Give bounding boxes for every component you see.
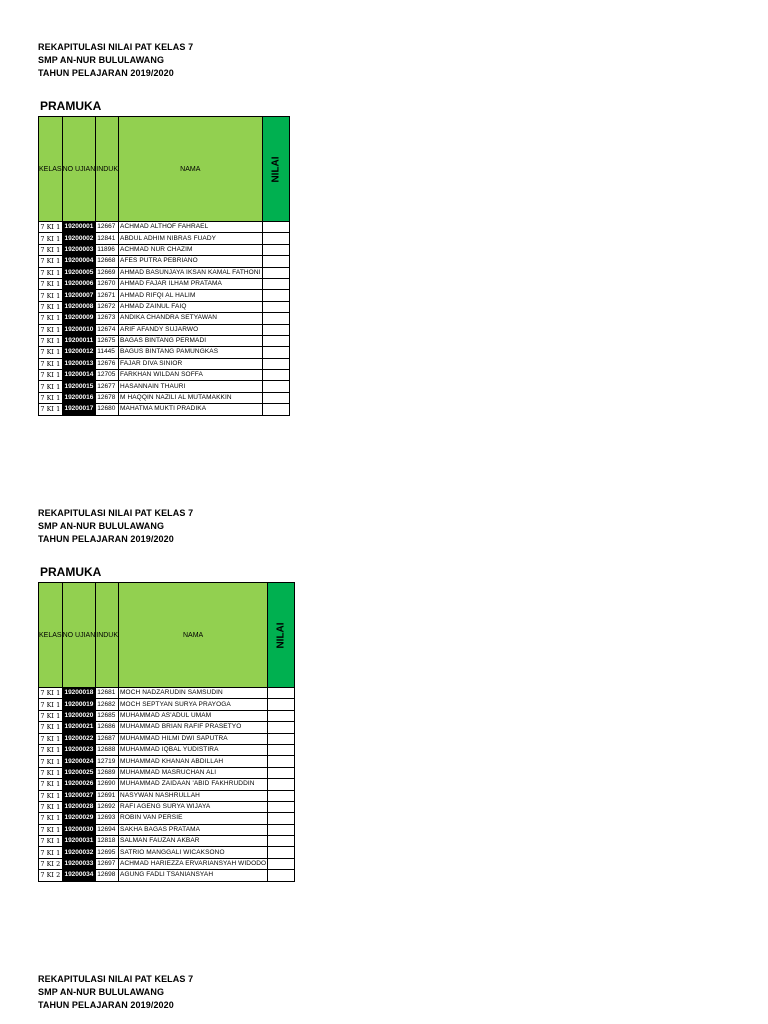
nama-cell: MOCH SEPTYAN SURYA PRAYOGA (119, 699, 268, 710)
nilai-cell[interactable] (262, 233, 289, 244)
nama-cell: MUHAMMAD HILMI DWI SAPUTRA (119, 733, 268, 744)
nama-cell: M HAQQIN NAZILI AL MUTAMAKKIN (119, 392, 263, 403)
kelas-cell: 7 KI 1 (40, 803, 61, 812)
nama-cell: AGUNG FADLI TSANIANSYAH (119, 870, 268, 881)
no-ujian-cell: 19200014 (62, 370, 96, 381)
nilai-cell[interactable] (268, 756, 295, 767)
kelas-cell: 7 KI 1 (40, 768, 61, 777)
induk-cell: 12685 (96, 710, 119, 721)
induk-cell: 12694 (96, 824, 119, 835)
nilai-cell[interactable] (262, 347, 289, 358)
nilai-cell[interactable] (262, 324, 289, 335)
induk-cell: 12667 (96, 222, 119, 233)
nama-cell: ACHMAD ALTHOF FAHRAEL (119, 222, 263, 233)
no-ujian-cell: 19200024 (62, 756, 96, 767)
nilai-cell[interactable] (268, 858, 295, 869)
col-induk-header: INDUK (96, 583, 119, 688)
nama-cell: NASYWAN NASHRULLAH (119, 790, 268, 801)
no-ujian-cell: 19200009 (62, 313, 96, 324)
nama-cell: MUHAMMAD KHANAN ABDILLAH (119, 756, 268, 767)
kelas-cell: 7 KI 1 (40, 291, 61, 300)
nama-cell: AFES PUTRA PEBRIANO (119, 256, 263, 267)
kelas-cell: 7 KI 1 (40, 348, 61, 357)
nama-cell: AHMAD ZAINUL FAIQ (119, 301, 263, 312)
nama-cell: SATRIO MANGGALI WICAKSONO (119, 847, 268, 858)
nilai-cell[interactable] (262, 370, 289, 381)
table-row (39, 244, 290, 255)
nilai-cell[interactable] (268, 847, 295, 858)
induk-cell: 12674 (96, 324, 119, 335)
induk-cell: 12688 (96, 744, 119, 755)
nilai-cell[interactable] (262, 335, 289, 346)
nilai-cell[interactable] (268, 744, 295, 755)
school-name: SMP AN-NUR BULULAWANG (38, 987, 165, 997)
table-row (39, 710, 295, 721)
no-ujian-cell: 19200016 (62, 392, 96, 403)
kelas-cell: 7 KI 1 (40, 394, 61, 403)
no-ujian-cell: 19200027 (62, 790, 96, 801)
induk-cell: 12673 (96, 313, 119, 324)
no-ujian-cell: 19200033 (62, 858, 96, 869)
nilai-cell[interactable] (268, 699, 295, 710)
induk-cell: 12670 (96, 278, 119, 289)
no-ujian-cell: 19200013 (62, 358, 96, 369)
table-row (39, 824, 295, 835)
induk-cell: 12668 (96, 256, 119, 267)
induk-cell: 12841 (96, 233, 119, 244)
grades-table-2 (38, 582, 295, 882)
nilai-cell[interactable] (268, 836, 295, 847)
no-ujian-cell: 19200019 (62, 699, 96, 710)
nilai-cell[interactable] (262, 278, 289, 289)
section-3 (38, 973, 193, 1012)
nilai-cell[interactable] (268, 870, 295, 881)
nama-cell: SALMAN FAUZAN AKBAR (119, 836, 268, 847)
nilai-cell[interactable] (268, 779, 295, 790)
nilai-cell[interactable] (268, 824, 295, 835)
col-nilai-header (262, 117, 289, 222)
kelas-cell: 7 KI 1 (40, 280, 61, 289)
no-ujian-cell: 19200011 (62, 335, 96, 346)
table-header-row (39, 117, 290, 222)
kelas-cell: 7 KI 1 (40, 689, 61, 698)
academic-year: TAHUN PELAJARAN 2019/2020 (38, 1000, 174, 1010)
induk-cell: 12690 (96, 779, 119, 790)
nama-cell: MUHAMMAD AS'ADUL UMAM (119, 710, 268, 721)
table-row (39, 733, 295, 744)
table-row (39, 347, 290, 358)
no-ujian-cell: 19200001 (62, 222, 96, 233)
table-row (39, 767, 295, 778)
nama-cell: ROBIN VAN PERSIE (119, 813, 268, 824)
no-ujian-cell: 19200031 (62, 836, 96, 847)
table-row (39, 870, 295, 881)
table-row (39, 278, 290, 289)
induk-cell: 12698 (96, 870, 119, 881)
kelas-cell: 7 KI 1 (40, 757, 61, 766)
nama-cell: HASANNAIN THAURI (119, 381, 263, 392)
table-row (39, 699, 295, 710)
no-ujian-cell: 19200023 (62, 744, 96, 755)
no-ujian-cell: 19200025 (62, 767, 96, 778)
no-ujian-cell: 19200003 (62, 244, 96, 255)
nama-cell: MUHAMMAD ZAIDAAN 'ABID FAKHRUDDIN (119, 779, 268, 790)
nama-cell: ARIF AFANDY SUJARWO (119, 324, 263, 335)
no-ujian-cell: 19200028 (62, 801, 96, 812)
nama-cell: ACHMAD NUR CHAZIM (119, 244, 263, 255)
kelas-cell: 7 KI 1 (40, 257, 61, 266)
induk-cell: 12682 (96, 699, 119, 710)
table-row (39, 358, 290, 369)
no-ujian-cell: 19200029 (62, 813, 96, 824)
nilai-cell[interactable] (268, 801, 295, 812)
nama-cell: FARKHAN WILDAN SOFFA (119, 370, 263, 381)
induk-cell: 11445 (96, 347, 119, 358)
induk-cell: 11896 (96, 244, 119, 255)
table-row (39, 256, 290, 267)
induk-cell: 12692 (96, 801, 119, 812)
nama-cell: FAJAR DIVA SINIOR (119, 358, 263, 369)
no-ujian-cell: 19200032 (62, 847, 96, 858)
induk-cell: 12680 (96, 404, 119, 415)
kelas-cell: 7 KI 2 (40, 860, 61, 869)
no-ujian-cell: 19200030 (62, 824, 96, 835)
col-induk-header: INDUK (96, 117, 119, 222)
table-row (39, 790, 295, 801)
nilai-label: NILAI (275, 621, 287, 649)
no-ujian-cell: 19200026 (62, 779, 96, 790)
induk-cell: 12671 (96, 290, 119, 301)
report-title: REKAPITULASI NILAI PAT KELAS 7 (38, 508, 194, 518)
nama-cell: AHMAD BASUNJAYA IKSAN KAMAL FATHONI (119, 267, 263, 278)
induk-cell: 12677 (96, 381, 119, 392)
induk-cell: 12676 (96, 358, 119, 369)
kelas-cell: 7 KI 1 (40, 700, 61, 709)
section-1 (38, 41, 282, 414)
nilai-cell[interactable] (262, 290, 289, 301)
nilai-cell[interactable] (268, 790, 295, 801)
nilai-cell[interactable] (268, 733, 295, 744)
nama-cell: MUHAMMAD BRIAN RAFIF PRASETYO (119, 722, 268, 733)
no-ujian-cell: 19200018 (62, 688, 96, 699)
table-row (39, 392, 290, 403)
kelas-cell: 7 KI 1 (40, 314, 61, 323)
no-ujian-cell: 19200021 (62, 722, 96, 733)
no-ujian-cell: 19200020 (62, 710, 96, 721)
nilai-cell[interactable] (268, 688, 295, 699)
induk-cell: 12681 (96, 688, 119, 699)
induk-cell: 12686 (96, 722, 119, 733)
nama-cell: MUHAMMAD MASRUCHAN ALI (119, 767, 268, 778)
section-2 (38, 507, 287, 880)
table-row (39, 370, 290, 381)
kelas-cell: 7 KI 1 (40, 268, 61, 277)
table-row (39, 233, 290, 244)
nilai-cell[interactable] (262, 392, 289, 403)
table-row (39, 301, 290, 312)
subject-title: PRAMUKA (40, 99, 102, 113)
nama-cell: ANDIKA CHANDRA SETYAWAN (119, 313, 263, 324)
nama-cell: AHMAD RIFQI AL HALIM (119, 290, 263, 301)
kelas-cell: 7 KI 1 (40, 302, 61, 311)
nama-cell: MUHAMMAD IQBAL YUDISTIRA (119, 744, 268, 755)
nama-cell: ACHMAD HARIEZZA ERVARIANSYAH WIDODO (119, 858, 268, 869)
induk-cell: 12705 (96, 370, 119, 381)
table-row (39, 267, 290, 278)
nilai-cell[interactable] (262, 222, 289, 233)
grades-table-1 (38, 116, 290, 416)
table-row (39, 744, 295, 755)
subject-title: PRAMUKA (40, 565, 102, 579)
col-no-ujian-header: NO UJIAN (62, 583, 96, 688)
nilai-cell[interactable] (268, 722, 295, 733)
col-kelas-header: KELAS (39, 583, 63, 688)
table-row (39, 313, 290, 324)
induk-cell: 12675 (96, 335, 119, 346)
kelas-cell: 7 KI 1 (40, 245, 61, 254)
kelas-cell: 7 KI 1 (40, 734, 61, 743)
kelas-cell: 7 KI 1 (40, 780, 61, 789)
no-ujian-cell: 19200006 (62, 278, 96, 289)
kelas-cell: 7 KI 1 (40, 746, 61, 755)
nilai-cell[interactable] (262, 244, 289, 255)
table-row (39, 779, 295, 790)
induk-cell: 12687 (96, 733, 119, 744)
induk-cell: 12719 (96, 756, 119, 767)
nama-cell: RAFI AGENG SURYA WIJAYA (119, 801, 268, 812)
col-no-ujian-header: NO UJIAN (62, 117, 96, 222)
table-row (39, 688, 295, 699)
nama-cell: MOCH NADZARUDIN SAMSUDIN (119, 688, 268, 699)
induk-cell: 12672 (96, 301, 119, 312)
table-row (39, 847, 295, 858)
report-title: REKAPITULASI NILAI PAT KELAS 7 (38, 974, 194, 984)
kelas-cell: 7 KI 1 (40, 723, 61, 732)
nama-cell: MAHATMA MUKTI PRADIKA (119, 404, 263, 415)
col-nilai-header (268, 583, 295, 688)
kelas-cell: 7 KI 1 (40, 814, 61, 823)
nilai-cell[interactable] (262, 301, 289, 312)
kelas-cell: 7 KI 1 (40, 791, 61, 800)
kelas-cell: 7 KI 1 (40, 359, 61, 368)
kelas-cell: 7 KI 1 (40, 848, 61, 857)
table-row (39, 324, 290, 335)
nilai-cell[interactable] (262, 256, 289, 267)
nilai-cell[interactable] (268, 767, 295, 778)
col-kelas-header: KELAS (39, 117, 63, 222)
kelas-cell: 7 KI 1 (40, 711, 61, 720)
school-name: SMP AN-NUR BULULAWANG (38, 55, 165, 65)
table-row (39, 813, 295, 824)
table-row (39, 756, 295, 767)
kelas-cell: 7 KI 1 (40, 837, 61, 846)
kelas-cell: 7 KI 1 (40, 382, 61, 391)
induk-cell: 12691 (96, 790, 119, 801)
nilai-cell[interactable] (262, 381, 289, 392)
kelas-cell: 7 KI 1 (40, 405, 61, 414)
no-ujian-cell: 19200008 (62, 301, 96, 312)
no-ujian-cell: 19200005 (62, 267, 96, 278)
nama-cell: AHMAD FAJAR ILHAM PRATAMA (119, 278, 263, 289)
table-row (39, 404, 290, 415)
kelas-cell: 7 KI 1 (40, 825, 61, 834)
no-ujian-cell: 19200034 (62, 870, 96, 881)
no-ujian-cell: 19200004 (62, 256, 96, 267)
school-name: SMP AN-NUR BULULAWANG (38, 521, 165, 531)
kelas-cell: 7 KI 1 (40, 325, 61, 334)
induk-cell: 12695 (96, 847, 119, 858)
nilai-cell[interactable] (262, 358, 289, 369)
induk-cell: 12678 (96, 392, 119, 403)
nama-cell: BAGUS BINTANG PAMUNGKAS (119, 347, 263, 358)
col-nama-header: NAMA (119, 583, 268, 688)
induk-cell: 12697 (96, 858, 119, 869)
table-row (39, 801, 295, 812)
induk-cell: 12689 (96, 767, 119, 778)
nilai-cell[interactable] (262, 267, 289, 278)
induk-cell: 12669 (96, 267, 119, 278)
nama-cell: SAKHA BAGAS PRATAMA (119, 824, 268, 835)
no-ujian-cell: 19200002 (62, 233, 96, 244)
induk-cell: 12818 (96, 836, 119, 847)
table-row (39, 836, 295, 847)
kelas-cell: 7 KI 2 (40, 871, 61, 880)
no-ujian-cell: 19200017 (62, 404, 96, 415)
table-row (39, 290, 290, 301)
no-ujian-cell: 19200015 (62, 381, 96, 392)
report-title: REKAPITULASI NILAI PAT KELAS 7 (38, 42, 194, 52)
nama-cell: BAGAS BINTANG PERMADI (119, 335, 263, 346)
kelas-cell: 7 KI 1 (40, 234, 61, 243)
kelas-cell: 7 KI 1 (40, 371, 61, 380)
no-ujian-cell: 19200012 (62, 347, 96, 358)
no-ujian-cell: 19200007 (62, 290, 96, 301)
nilai-cell[interactable] (262, 404, 289, 415)
table-row (39, 222, 290, 233)
nama-cell: ABDUL ADHIM NIBRAS FUADY (119, 233, 263, 244)
academic-year: TAHUN PELAJARAN 2019/2020 (38, 534, 174, 544)
table-row (39, 722, 295, 733)
no-ujian-cell: 19200010 (62, 324, 96, 335)
kelas-cell: 7 KI 1 (40, 223, 61, 232)
nilai-cell[interactable] (262, 313, 289, 324)
induk-cell: 12693 (96, 813, 119, 824)
table-header-row (39, 583, 295, 688)
academic-year: TAHUN PELAJARAN 2019/2020 (38, 68, 174, 78)
table-row (39, 381, 290, 392)
nilai-cell[interactable] (268, 813, 295, 824)
no-ujian-cell: 19200022 (62, 733, 96, 744)
table-row (39, 858, 295, 869)
kelas-cell: 7 KI 1 (40, 337, 61, 346)
col-nama-header: NAMA (119, 117, 263, 222)
table-row (39, 335, 290, 346)
nilai-cell[interactable] (268, 710, 295, 721)
nilai-label: NILAI (270, 155, 282, 183)
